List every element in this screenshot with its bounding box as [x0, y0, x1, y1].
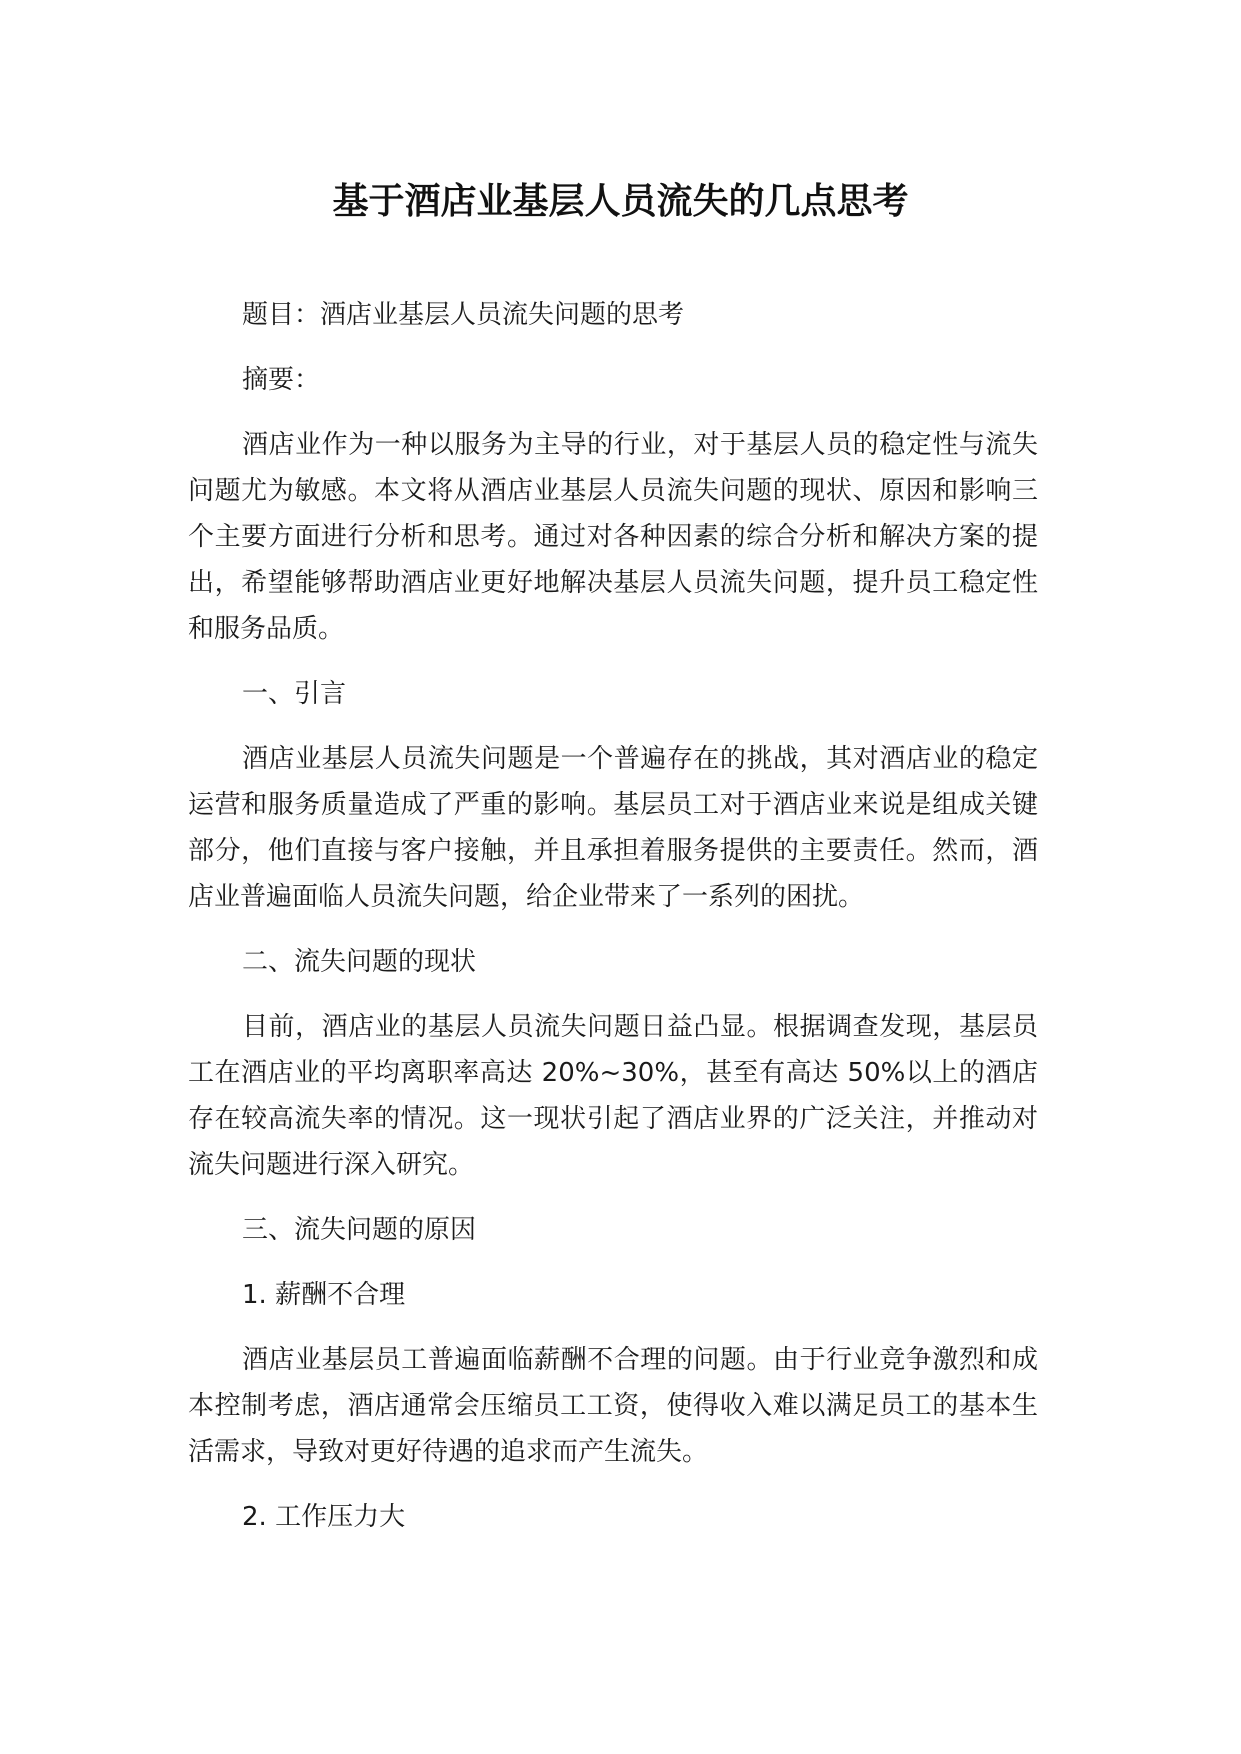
document-title: 基于酒店业基层人员流失的几点思考	[332, 181, 909, 222]
abstract-paragraph: 酒店业作为一种以服务为主导的行业，对于基层人员的稳定性与流失问题尤为敏感。本文将从酒店业基层人员流失问题的现状、原因和影响三个主要方面进行分析和思考。通过对各种因素的综合分析和解决方案的提出，希望能够帮助酒店业更好地解决基层人员流失问题，提升员工稳定性和服务品质。	[188, 430, 1038, 644]
current-status-paragraph: 目前，酒店业的基层人员流失问题日益凸显。根据调查发现，基层员工在酒店业的平均离职率高达 20%~30%，甚至有高达 50%以上的酒店存在较高流失率的情况。这一现状引起了酒店业界的广泛关注，并推动对流失问题进行深入研究。	[188, 1012, 1038, 1180]
salary-paragraph: 酒店业基层员工普遍面临薪酬不合理的问题。由于行业竞争激烈和成本控制考虑，酒店通常会压缩员工工资，使得收入难以满足员工的基本生活需求，导致对更好待遇的追求而产生流失。	[188, 1345, 1038, 1467]
subheading-salary: 1. 薪酬不合理	[242, 1280, 406, 1310]
abstract-label: 摘要：	[242, 365, 321, 395]
subheading-work-pressure: 2. 工作压力大	[242, 1502, 406, 1532]
introduction-paragraph: 酒店业基层人员流失问题是一个普遍存在的挑战，其对酒店业的稳定运营和服务质量造成了严重的影响。基层员工对于酒店业来说是组成关键部分，他们直接与客户接触，并且承担着服务提供的主要责任。然而，酒店业普遍面临人员流失问题，给企业带来了一系列的困扰。	[188, 744, 1038, 912]
section-heading-introduction: 一、引言	[242, 679, 347, 709]
section-heading-current-status: 二、流失问题的现状	[242, 947, 477, 977]
document-body	[188, 292, 1038, 1559]
section-heading-causes: 三、流失问题的原因	[242, 1215, 477, 1245]
topic-line: 题目：酒店业基层人员流失问题的思考	[242, 300, 685, 330]
